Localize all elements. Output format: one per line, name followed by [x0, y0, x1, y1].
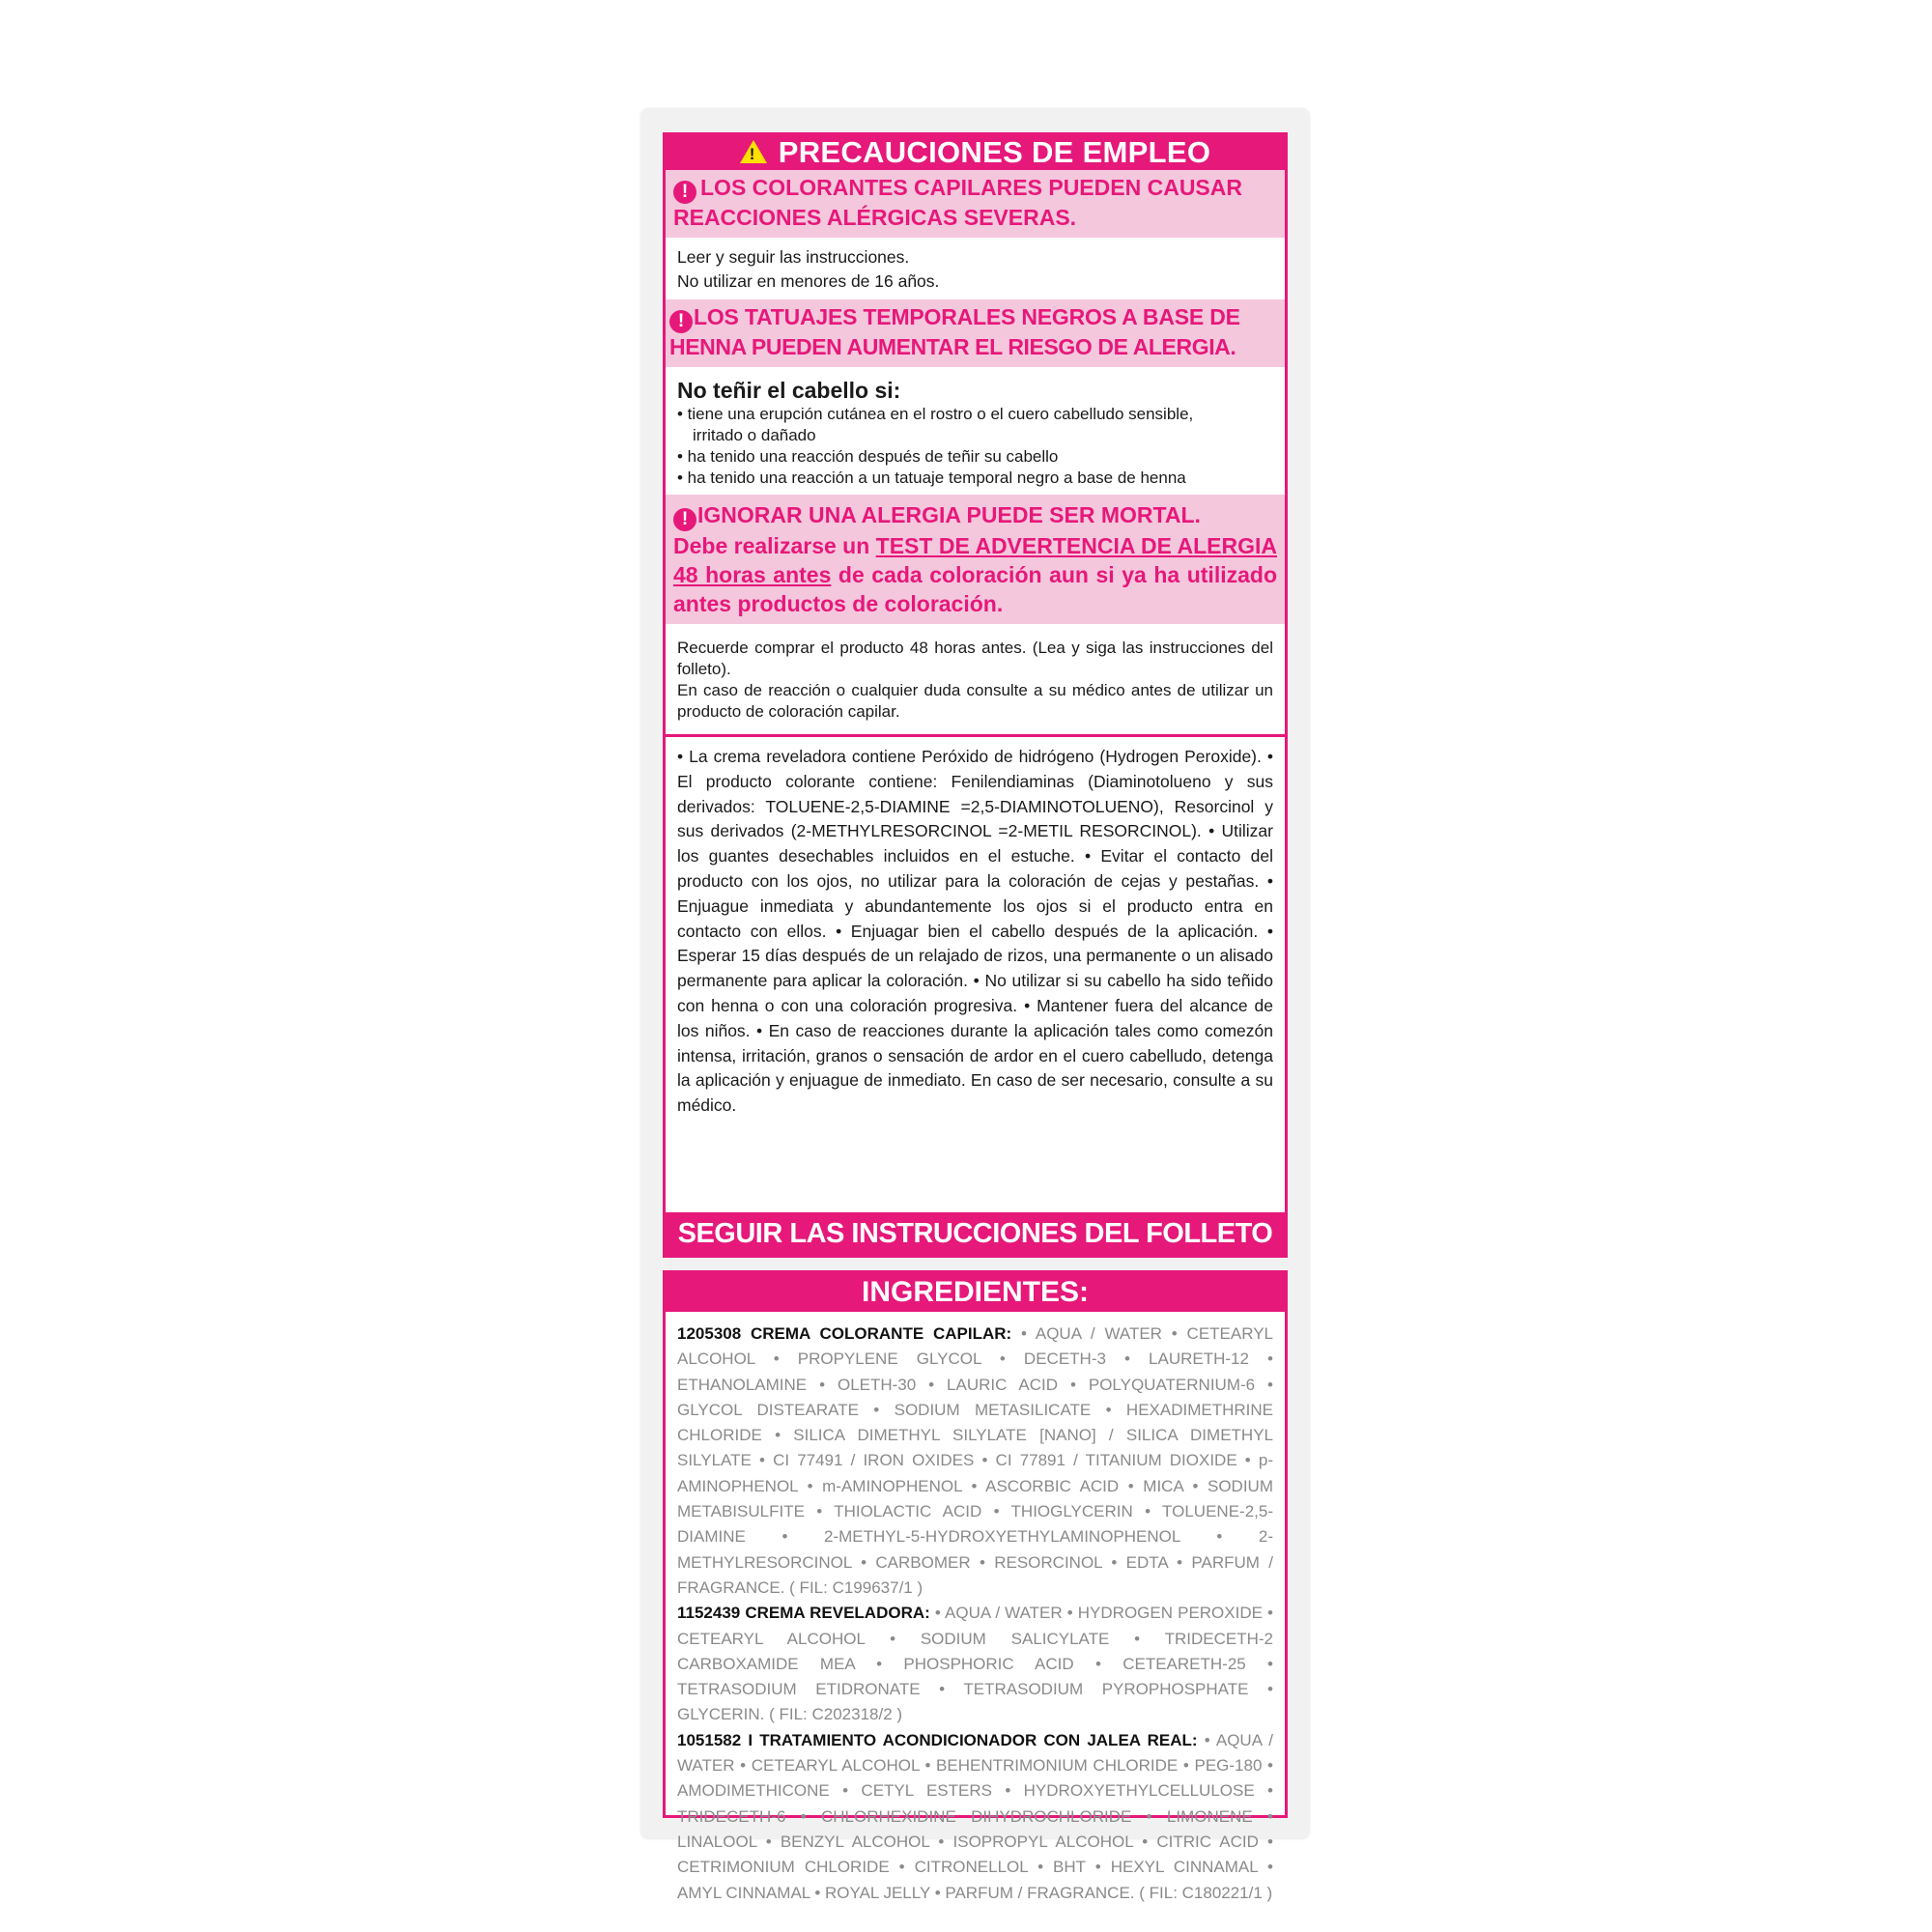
- ingredient-group: 1205308 CREMA COLORANTE CAPILAR: • AQUA / WATER • CETEARYL ALCOHOL • PROPYLENE GLYCOL • DECETH-3 • LAURETH-12 • ETHANOLAMINE • OLETH-30 • LAURIC ACID • POLYQUATERNIUM-6 • GLYCOL DISTEARATE • SODIUM METASILICATE • HEXADIMETHRINE CHLORIDE • SILICA DIMETHYL SILYLATE [NANO] / SILICA DIMETHYL SILYLATE • CI 77491 / IRON OXIDES • CI 77891 / TITANIUM DIOXIDE • p-AMINOPHENOL • m-AMINOPHENOL • ASCORBIC ACID • MICA • SODIUM METABISULFITE • THIOLACTIC ACID • THIOGLYCERIN • TOLUENE-2,5-DIAMINE • 2-METHYL-5-HYDROXYETHYLAMINOPHENOL • 2-METHYLRESORCINOL • CARBOMER • RESORCINOL • EDTA • PARFUM / FRAGRANCE. ( FIL: C199637/1 ): [677, 1324, 1273, 1597]
- no-dye-section: [666, 367, 1285, 495]
- list-item: • ha tenido una reacción a un tatuaje temporal negro a base de henna: [677, 469, 1186, 487]
- list-item: irritado o dañado: [693, 426, 816, 444]
- exclamation-circle-icon: !: [673, 181, 696, 204]
- follow-instructions-bar: SEGUIR LAS INSTRUCCIONES DEL FOLLETO: [666, 1212, 1285, 1255]
- reminder-text: Recuerde comprar el producto 48 horas antes. (Lea y siga las instrucciones del folleto). En caso de reacción o cualquier duda consulte a su médico antes de utilizar un producto de coloración capilar.: [677, 639, 1273, 721]
- package-panel: [640, 108, 1310, 1902]
- no-dye-title: No teñir el cabello si:: [677, 378, 901, 403]
- precautions-box: [663, 132, 1288, 1258]
- exclamation-circle-icon: !: [669, 310, 693, 333]
- ingredient-group: 1051582 I TRATAMIENTO ACONDICIONADOR CON JALEA REAL: • AQUA / WATER • CETEARYL ALCOHOL • BEHENTRIMONIUM CHLORIDE • PEG-180 • AMODIMETHICONE • CETYL ESTERS • HYDROXYETHYLCELLULOSE • TRIDECETH-6 • CHLORHEXIDINE DIHYDROCHLORIDE • LIMONENE • LINALOOL • BENZYL ALCOHOL • ISOPROPYL ALCOHOL • CITRIC ACID • CETRIMONIUM CHLORIDE • CITRONELLOL • BHT • HEXYL CINNAMAL • AMYL CINNAMAL • ROYAL JELLY • PARFUM / FRAGRANCE. ( FIL: C180221/1 ): [677, 1730, 1273, 1902]
- ingredients-box: [663, 1270, 1288, 1902]
- ingredients-title: INGREDIENTES:: [666, 1273, 1285, 1312]
- product-details: • La crema reveladora contiene Peróxido de hidrógeno (Hydrogen Peroxide). • El producto colorante contiene: Fenilendiaminas (Diaminotolueno y sus derivados: TOLUENE-2,5-DIAMINE =2,5-DIAMINOTOLUENO), Resorcinol y sus derivados (2-METHYLRESORCINOL =2-METIL RESORCINOL). • Utilizar los guantes desechables incluidos en el estuche. • Evitar el contacto del producto con los ojos, no utilizar para la coloración de cejas y pestañas. • Enjuague inmediata y abundantemente los ojos si el producto entra en contacto con ellos. • Enjuagar bien el cabello después de la aplicación. • Esperar 15 días después de un relajado de rizos, una permanente o un alisado permanente para aplicar la coloración. • No utilizar si su cabello ha sido teñido con henna o con una coloración progresiva. • Mantener fuera del alcance de los niños. • En caso de reacciones durante la aplicación tales como comezón intensa, irritación, granos o sensación de ardor en el cuero cabelludo, detenga la aplicación y enjuague de inmediato. En caso de ser necesario, consulte a su médico.: [677, 747, 1273, 1116]
- warning-triangle-icon: [740, 140, 767, 163]
- exclamation-circle-icon: !: [673, 508, 696, 531]
- instructions-text: Leer y seguir las instrucciones. No utilizar en menores de 16 años.: [677, 247, 940, 291]
- warning-allergy: ! LOS COLORANTES CAPILARES PUEDEN CAUSAR REACCIONES ALÉRGICAS SEVERAS.: [666, 170, 1285, 238]
- ingredients-list: [666, 1312, 1285, 1912]
- precautions-title-bar: [666, 135, 1285, 170]
- ingredient-group: 1152439 CREMA REVELADORA: • AQUA / WATER • HYDROGEN PEROXIDE • CETEARYL ALCOHOL • SODIUM SALICYLATE • TRIDECETH-2 CARBOXAMIDE MEA • PHOSPHORIC ACID • CETEARETH-25 • TETRASODIUM ETIDRONATE • TETRASODIUM PYROPHOSPHATE • GLYCERIN. ( FIL: C202318/2 ): [677, 1604, 1274, 1724]
- list-item: • ha tenido una reacción después de teñir su cabello: [677, 447, 1059, 466]
- list-item: • tiene una erupción cutánea en el rostro o el cuero cabelludo sensible,: [677, 405, 1194, 423]
- warning-henna: ! LOS TATUAJES TEMPORALES NEGROS A BASE DE HENNA PUEDEN AUMENTAR EL RIESGO DE ALERGIA.: [666, 299, 1285, 367]
- precautions-title: PRECAUCIONES DE EMPLEO: [778, 135, 1211, 169]
- warning-mortal: ! IGNORAR UNA ALERGIA PUEDE SER MORTAL. Debe realizarse un TEST DE ADVERTENCIA DE ALERGIA 48 horas antes de cada coloración aun si ya ha utilizado antes productos de coloración.: [666, 495, 1285, 624]
